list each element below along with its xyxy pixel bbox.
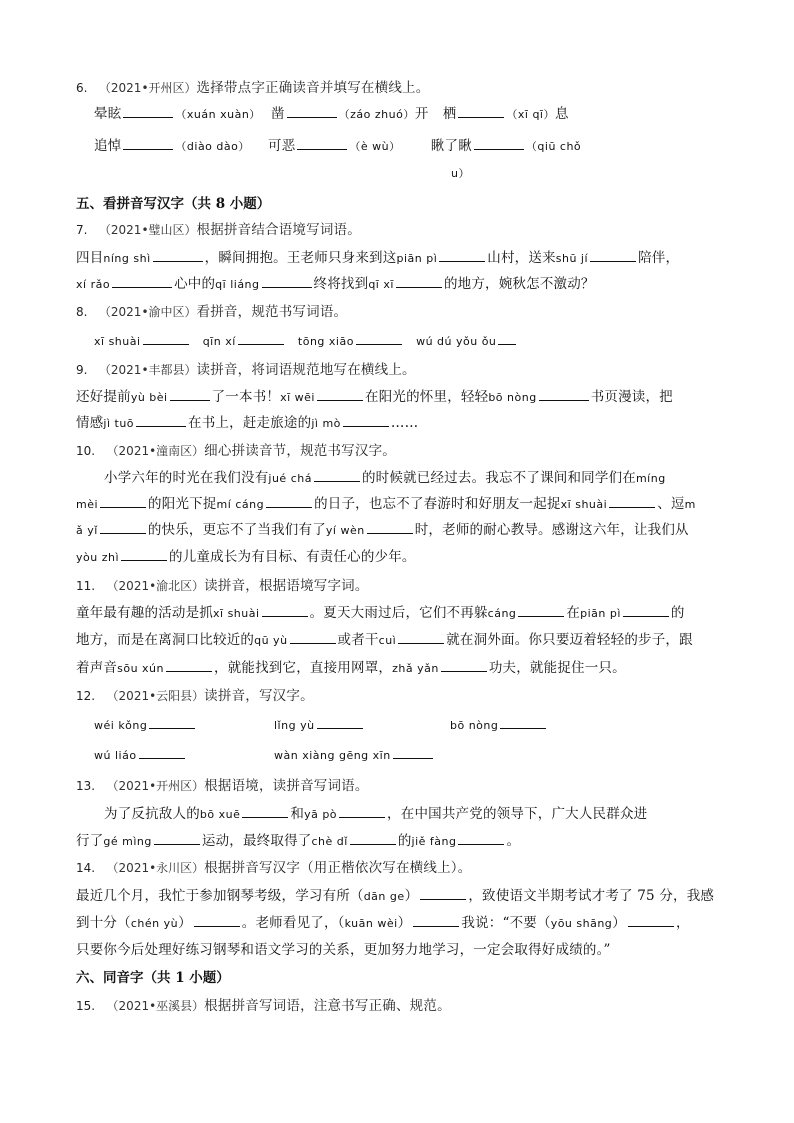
- pinyin: gé mìng: [103, 835, 152, 848]
- text: ……: [390, 415, 419, 431]
- text: 行了: [76, 833, 104, 849]
- text: 在: [566, 605, 581, 621]
- answer-blank[interactable]: [238, 332, 284, 345]
- word: 开: [414, 106, 429, 122]
- answer-blank[interactable]: [539, 388, 589, 401]
- text: 的地方，婉秋怎不激动？: [443, 276, 595, 292]
- text: 。夏天大雨过后，它们不再躲: [309, 605, 488, 621]
- pinyin-options: （qiū chǒ: [525, 140, 582, 153]
- text: 为了反抗敌人的: [104, 806, 200, 822]
- question-number: 7.: [76, 223, 88, 237]
- answer-blank[interactable]: [474, 137, 524, 150]
- pinyin: bō xuē: [199, 808, 241, 821]
- answer-blank[interactable]: [143, 332, 189, 345]
- text: ，: [676, 915, 690, 931]
- answer-blank[interactable]: [367, 521, 413, 534]
- question-instruction: 读拼音，根据语境写字词。: [204, 578, 369, 594]
- answer-blank[interactable]: [149, 716, 195, 729]
- pinyin: míng: [635, 472, 666, 485]
- question-13-header: [76, 776, 369, 796]
- answer-blank[interactable]: [266, 495, 312, 508]
- word: 栖: [442, 106, 457, 122]
- question-source: （2021•璧山区）: [98, 223, 197, 237]
- answer-blank[interactable]: [297, 137, 347, 150]
- question-8-items: [94, 332, 518, 352]
- question-12-header: [76, 686, 314, 706]
- answer-blank[interactable]: [170, 388, 210, 401]
- text: 小学六年的时光在我们没有: [104, 470, 269, 486]
- question-14-line-3: [76, 940, 611, 960]
- pinyin: qī liáng: [215, 278, 260, 291]
- text: 我说：“不要（: [461, 915, 551, 931]
- question-source: （2021•潼南区）: [106, 444, 205, 458]
- text: 运动，最终取得了: [201, 833, 312, 849]
- question-instruction: 根据拼音写词语，注意书写正确、规范。: [204, 998, 451, 1014]
- question-number: 12.: [76, 689, 96, 703]
- text: ）: [397, 915, 412, 931]
- section-title: 六、同音字（共 1 小题）: [76, 970, 230, 986]
- text: 四目: [76, 250, 104, 266]
- answer-blank[interactable]: [398, 631, 444, 644]
- answer-blank[interactable]: [350, 832, 396, 845]
- text: 情感: [76, 415, 104, 431]
- question-7-line-2: [76, 274, 595, 295]
- question-10-line-4: [76, 547, 416, 568]
- question-6-header: [76, 78, 429, 98]
- answer-blank[interactable]: [123, 105, 173, 118]
- answer-blank[interactable]: [166, 659, 212, 672]
- answer-blank[interactable]: [262, 275, 312, 288]
- question-source: （2021•开州区）: [98, 81, 197, 95]
- text: 时，老师的耐心教导。感谢这六年，让我们从: [414, 522, 689, 538]
- text: 和: [290, 806, 305, 822]
- text: 还好提前: [76, 389, 131, 405]
- question-instruction: 根据拼音写汉字（用正楷依次写在横线上）。: [204, 860, 472, 876]
- pinyin: lǐng yù: [274, 719, 315, 732]
- question-instruction: 选择带点字正确读音并填写在横线上。: [196, 80, 430, 96]
- pinyin: shū jí: [555, 252, 589, 265]
- pinyin: chén yù: [130, 917, 179, 930]
- text: 的: [670, 605, 685, 621]
- answer-blank[interactable]: [609, 495, 655, 508]
- pinyin: jì mò: [311, 417, 341, 430]
- pinyin: yí wèn: [325, 524, 365, 537]
- answer-blank[interactable]: [123, 137, 173, 150]
- text: 只要你今后处理好练习钢琴和语文学习的关系，更加努力地学习，一定会取得好成绩的。”: [76, 942, 611, 958]
- section-title: 五、看拼音写汉字（共 8 小题）: [76, 196, 271, 212]
- pinyin: yòu zhì: [76, 551, 120, 564]
- word: 瞅了瞅: [430, 138, 472, 154]
- answer-blank[interactable]: [314, 469, 360, 482]
- question-number: 6.: [76, 81, 88, 95]
- answer-blank[interactable]: [139, 746, 185, 759]
- answer-blank[interactable]: [100, 495, 146, 508]
- pinyin: xí rǎo: [76, 278, 111, 291]
- question-10-line-3: [76, 520, 689, 541]
- text: 的儿童成长为有目标、有责任心的少年。: [169, 549, 416, 565]
- question-instruction: 看拼音，规范书写词语。: [196, 304, 348, 320]
- text: 心中的: [174, 276, 216, 292]
- pinyin-options-wrap: u）: [451, 167, 470, 180]
- text: 、逗: [657, 496, 685, 512]
- question-number: 8.: [76, 305, 88, 319]
- text: 陪伴，: [638, 250, 680, 266]
- answer-blank[interactable]: [441, 659, 487, 672]
- question-10-line-1: [76, 468, 666, 489]
- question-14-header: [76, 858, 471, 878]
- word: 可恶: [268, 138, 296, 154]
- pinyin: bō nòng: [450, 719, 499, 732]
- answer-blank[interactable]: [136, 414, 186, 427]
- pinyin: dān ge: [363, 890, 405, 903]
- pinyin: tōng xiāo: [297, 335, 354, 348]
- pinyin: wàn xiàng gēng xīn: [274, 749, 391, 762]
- question-number: 9.: [76, 363, 88, 377]
- text: ，致使语文半期考试才考了 75 分，我感: [468, 888, 715, 904]
- question-number: 15.: [76, 999, 96, 1013]
- text: ）: [612, 915, 626, 931]
- pinyin: qīn xí: [202, 335, 236, 348]
- pinyin: níng shì: [103, 252, 151, 265]
- pinyin: m: [684, 498, 696, 511]
- question-source: （2021•渝中区）: [98, 305, 197, 319]
- answer-blank[interactable]: [100, 521, 146, 534]
- pinyin: yōu shāng: [550, 917, 613, 930]
- question-7-line-1: [76, 248, 679, 269]
- answer-blank[interactable]: [420, 887, 466, 900]
- answer-blank[interactable]: [439, 249, 485, 262]
- question-14-line-1: [76, 886, 714, 907]
- pinyin: chè dǐ: [311, 835, 348, 848]
- word: 凿: [270, 106, 285, 122]
- pinyin: wú dú yǒu ǒu: [416, 335, 497, 348]
- text: 到十分（: [76, 915, 131, 931]
- question-11-header: [76, 576, 369, 596]
- answer-blank[interactable]: [500, 716, 546, 729]
- text: 了一本书！: [211, 389, 281, 405]
- answer-blank[interactable]: [623, 604, 669, 617]
- pinyin: cuì: [378, 634, 397, 647]
- pinyin: ǎ yǐ: [76, 524, 98, 537]
- pinyin: wéi kǒng: [94, 719, 148, 732]
- text: 终将找到: [313, 276, 369, 292]
- question-number: 11.: [76, 579, 96, 593]
- answer-blank[interactable]: [339, 805, 385, 818]
- answer-blank[interactable]: [153, 249, 203, 262]
- pinyin: xī wēi: [280, 391, 315, 404]
- question-15-header: [76, 996, 451, 1016]
- question-number: 10.: [76, 444, 96, 458]
- answer-blank[interactable]: [458, 105, 504, 118]
- pinyin: jì tuō: [103, 417, 135, 430]
- question-9-line-1: [76, 387, 673, 408]
- word: 追悼: [94, 138, 122, 154]
- answer-blank[interactable]: [413, 914, 459, 927]
- answer-blank[interactable]: [628, 914, 674, 927]
- text: 山村，送来: [487, 250, 556, 266]
- pinyin: mí cáng: [216, 498, 265, 511]
- answer-blank[interactable]: [498, 332, 516, 345]
- question-11-line-3: [76, 658, 626, 679]
- text: 着声音: [76, 660, 118, 676]
- question-9-header: [76, 360, 416, 380]
- answer-blank[interactable]: [242, 805, 288, 818]
- text: 。: [506, 833, 521, 849]
- text: 功夫，就能捉住一只。: [488, 660, 626, 676]
- question-source: （2021•云阳县）: [106, 689, 205, 703]
- question-9-line-2: [76, 413, 418, 434]
- answer-blank[interactable]: [262, 604, 308, 617]
- answer-blank[interactable]: [393, 746, 433, 759]
- question-source: （2021•渝北区）: [106, 579, 205, 593]
- pinyin: qū yù: [254, 634, 288, 647]
- text: ，瞬间拥抱。王老师只身来到这: [204, 250, 397, 266]
- answer-blank[interactable]: [154, 832, 200, 845]
- question-13-line-2: [76, 831, 520, 852]
- text: ，就能找到它，直接用网罩，: [214, 660, 393, 676]
- pinyin-options: （xuán xuàn）: [175, 108, 261, 121]
- pinyin: piān pì: [580, 607, 621, 620]
- answer-blank[interactable]: [194, 914, 240, 927]
- question-7-header: [76, 220, 361, 240]
- pinyin: cáng: [487, 607, 517, 620]
- answer-blank[interactable]: [317, 388, 363, 401]
- question-6-row-2: [94, 136, 581, 157]
- question-12-row-2: [94, 746, 435, 766]
- question-instruction: 读拼音，写汉字。: [204, 688, 314, 704]
- question-6-row-1: [94, 104, 569, 125]
- question-10-header: [76, 441, 396, 461]
- question-number: 14.: [76, 861, 96, 875]
- question-11-line-2: [76, 630, 693, 651]
- question-instruction: 根据拼音结合语境写词语。: [196, 222, 361, 238]
- pinyin: yù bèi: [130, 391, 168, 404]
- pinyin: yā pò: [304, 808, 338, 821]
- question-instruction: 读拼音，将词语规范地写在横线上。: [196, 362, 416, 378]
- question-8-header: [76, 302, 347, 322]
- answer-blank[interactable]: [112, 275, 172, 288]
- text: 的时候就已经过去。我忘不了课间和同学们在: [361, 470, 636, 486]
- question-14-line-2: [76, 913, 690, 934]
- pinyin: jué chá: [268, 472, 312, 485]
- text: 的阳光下捉: [148, 496, 217, 512]
- text: 的快乐，更忘不了当我们有了: [147, 522, 326, 538]
- answer-blank[interactable]: [343, 414, 389, 427]
- pinyin-options: （záo zhuó）: [338, 108, 415, 121]
- pinyin: piān pì: [396, 252, 438, 265]
- pinyin: qī xī: [368, 278, 394, 291]
- text: 的日子，也忘不了春游时和好朋友一起捉: [314, 496, 561, 512]
- answer-blank[interactable]: [287, 105, 337, 118]
- answer-blank[interactable]: [121, 548, 167, 561]
- text: 地方，而是在离洞口比较近的: [76, 632, 255, 648]
- question-11-line-1: [76, 603, 685, 624]
- word: 息: [555, 106, 569, 122]
- pinyin: xī shuài: [94, 335, 141, 348]
- text: 或者干: [337, 632, 379, 648]
- answer-blank[interactable]: [290, 631, 336, 644]
- text: 。老师看见了，（: [241, 915, 345, 931]
- question-instruction: 根据语境，读拼音写词语。: [204, 778, 369, 794]
- question-13-line-1: [76, 804, 647, 825]
- answer-blank[interactable]: [590, 249, 636, 262]
- word: 晕眩: [94, 106, 122, 122]
- question-source: （2021•巫溪县）: [106, 999, 205, 1013]
- text: 就在洞外面。你只要迈着轻轻的步子，跟: [446, 632, 693, 648]
- pinyin: wú liáo: [94, 749, 137, 762]
- question-source: （2021•开州区）: [106, 779, 205, 793]
- text: ，在中国共产党的领导下，广大人民群众进: [387, 806, 648, 822]
- pinyin-options: （è wù）: [349, 140, 401, 153]
- pinyin: mèi: [76, 498, 99, 511]
- question-10-line-2: [76, 494, 696, 515]
- answer-blank[interactable]: [458, 832, 504, 845]
- question-number: 13.: [76, 779, 96, 793]
- pinyin: xī shuài: [213, 607, 260, 620]
- text: 书页漫读，把: [590, 389, 673, 405]
- question-instruction: 细心拼读音节，规范书写汉字。: [204, 443, 396, 459]
- text: 最近几个月，我忙于参加钢琴考级，学习有所（: [76, 888, 364, 904]
- pinyin: kuān wèi: [344, 917, 398, 930]
- question-12-row-1: [94, 716, 548, 736]
- answer-blank[interactable]: [356, 332, 402, 345]
- pinyin: xī shuài: [560, 498, 608, 511]
- pinyin-options: （diào dào）: [175, 140, 250, 153]
- question-source: （2021•丰都县）: [98, 363, 197, 377]
- answer-blank[interactable]: [396, 275, 442, 288]
- text: 在阳光的怀里，轻轻: [365, 389, 489, 405]
- answer-blank[interactable]: [317, 716, 363, 729]
- text: ）: [178, 915, 192, 931]
- pinyin: zhǎ yǎn: [392, 662, 439, 675]
- answer-blank[interactable]: [518, 604, 564, 617]
- pinyin: jiě fàng: [411, 835, 457, 848]
- text: ）: [404, 888, 419, 904]
- question-source: （2021•永川区）: [106, 861, 205, 875]
- text: 童年最有趣的活动是抓: [76, 605, 213, 621]
- text: 的: [397, 833, 412, 849]
- pinyin: sōu xún: [117, 662, 164, 675]
- pinyin: bō nòng: [488, 391, 537, 404]
- text: 在书上，赶走旅途的: [188, 415, 312, 431]
- pinyin-options: （xī qī）: [506, 108, 555, 121]
